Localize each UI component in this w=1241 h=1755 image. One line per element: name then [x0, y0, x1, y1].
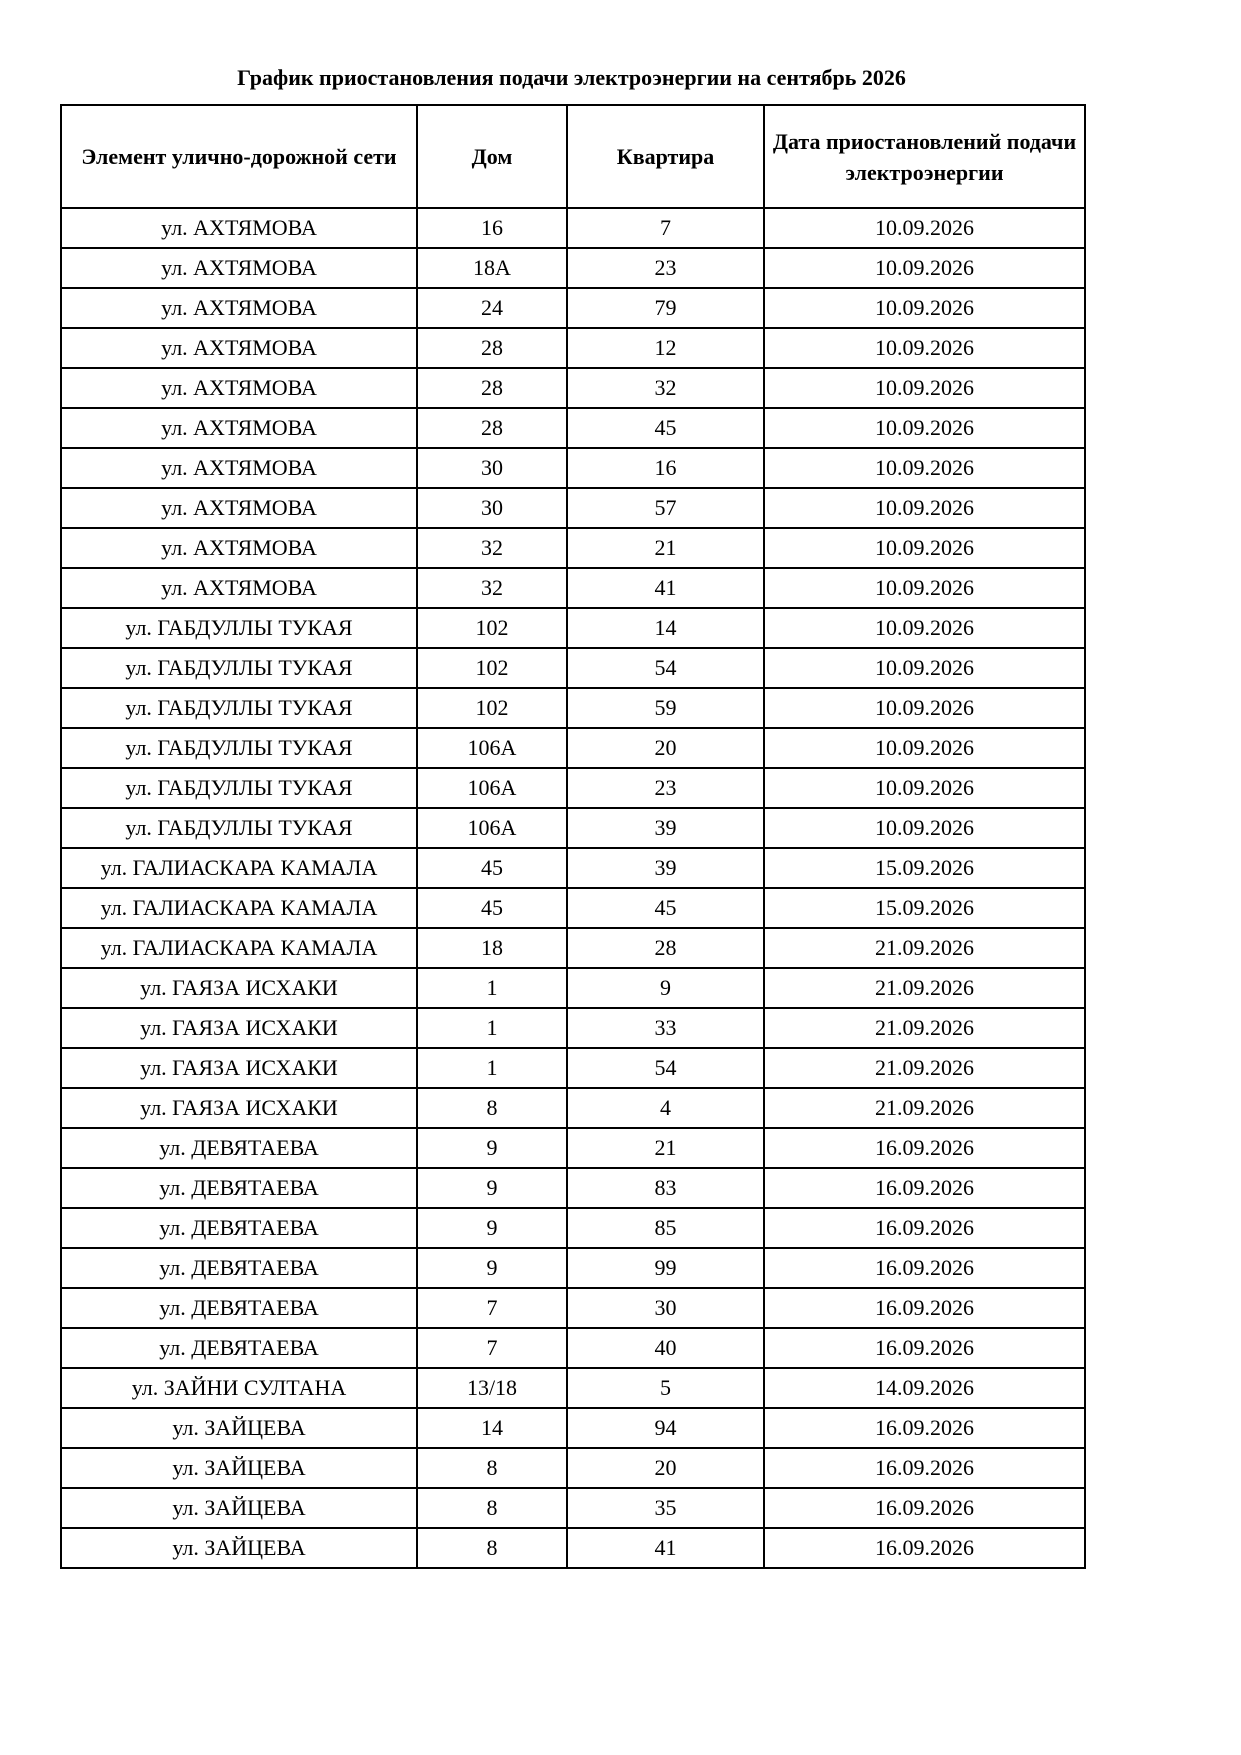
- cell-date: 10.09.2026: [764, 568, 1085, 608]
- cell-date: 10.09.2026: [764, 328, 1085, 368]
- cell-house: 18А: [417, 248, 567, 288]
- table-row: [61, 1088, 1085, 1128]
- cell-street: ул. ДЕВЯТАЕВА: [61, 1288, 417, 1328]
- cell-house: 18: [417, 928, 567, 968]
- cell-date: 14.09.2026: [764, 1368, 1085, 1408]
- cell-flat: 30: [567, 1288, 764, 1328]
- cell-street: ул. ГАБДУЛЛЫ ТУКАЯ: [61, 608, 417, 648]
- cell-date: 16.09.2026: [764, 1448, 1085, 1488]
- cell-house: 13/18: [417, 1368, 567, 1408]
- cell-street: ул. ГАЛИАСКАРА КАМАЛА: [61, 888, 417, 928]
- cell-date: 21.09.2026: [764, 928, 1085, 968]
- cell-date: 10.09.2026: [764, 248, 1085, 288]
- header-street: Элемент улично-дорожной сети: [61, 105, 417, 208]
- table-row: [61, 968, 1085, 1008]
- cell-street: ул. ГАЛИАСКАРА КАМАЛА: [61, 848, 417, 888]
- cell-house: 106А: [417, 808, 567, 848]
- cell-date: 10.09.2026: [764, 408, 1085, 448]
- cell-house: 9: [417, 1168, 567, 1208]
- cell-street: ул. АХТЯМОВА: [61, 288, 417, 328]
- table-row: [61, 768, 1085, 808]
- table-row: [61, 248, 1085, 288]
- cell-house: 1: [417, 968, 567, 1008]
- cell-street: ул. ГАЯЗА ИСХАКИ: [61, 968, 417, 1008]
- table-row: [61, 208, 1085, 248]
- table-row: [61, 928, 1085, 968]
- cell-date: 16.09.2026: [764, 1248, 1085, 1288]
- cell-house: 7: [417, 1328, 567, 1368]
- cell-date: 16.09.2026: [764, 1208, 1085, 1248]
- cell-date: 10.09.2026: [764, 648, 1085, 688]
- cell-flat: 54: [567, 648, 764, 688]
- cell-house: 30: [417, 448, 567, 488]
- cell-flat: 41: [567, 1528, 764, 1568]
- cell-street: ул. ГАБДУЛЛЫ ТУКАЯ: [61, 648, 417, 688]
- table-row: [61, 728, 1085, 768]
- cell-flat: 85: [567, 1208, 764, 1248]
- cell-flat: 7: [567, 208, 764, 248]
- cell-house: 45: [417, 848, 567, 888]
- cell-flat: 94: [567, 1408, 764, 1448]
- cell-street: ул. ГАЯЗА ИСХАКИ: [61, 1088, 417, 1128]
- table-row: [61, 1208, 1085, 1248]
- cell-date: 16.09.2026: [764, 1128, 1085, 1168]
- cell-street: ул. ДЕВЯТАЕВА: [61, 1168, 417, 1208]
- cell-flat: 21: [567, 1128, 764, 1168]
- table-row: [61, 1288, 1085, 1328]
- cell-date: 21.09.2026: [764, 1008, 1085, 1048]
- cell-house: 8: [417, 1088, 567, 1128]
- cell-flat: 20: [567, 1448, 764, 1488]
- table-body: [61, 208, 1085, 1568]
- table-row: [61, 1408, 1085, 1448]
- cell-street: ул. ЗАЙЦЕВА: [61, 1448, 417, 1488]
- cell-flat: 45: [567, 888, 764, 928]
- cell-flat: 54: [567, 1048, 764, 1088]
- cell-street: ул. АХТЯМОВА: [61, 448, 417, 488]
- table-row: [61, 1528, 1085, 1568]
- cell-house: 1: [417, 1048, 567, 1088]
- cell-flat: 83: [567, 1168, 764, 1208]
- cell-street: ул. ДЕВЯТАЕВА: [61, 1208, 417, 1248]
- cell-house: 30: [417, 488, 567, 528]
- cell-date: 10.09.2026: [764, 808, 1085, 848]
- cell-date: 15.09.2026: [764, 888, 1085, 928]
- cell-house: 9: [417, 1248, 567, 1288]
- cell-flat: 32: [567, 368, 764, 408]
- cell-flat: 35: [567, 1488, 764, 1528]
- cell-street: ул. ДЕВЯТАЕВА: [61, 1128, 417, 1168]
- cell-street: ул. АХТЯМОВА: [61, 248, 417, 288]
- cell-house: 9: [417, 1128, 567, 1168]
- cell-street: ул. АХТЯМОВА: [61, 488, 417, 528]
- cell-street: ул. ГАЛИАСКАРА КАМАЛА: [61, 928, 417, 968]
- cell-flat: 57: [567, 488, 764, 528]
- cell-date: 21.09.2026: [764, 968, 1085, 1008]
- cell-street: ул. ЗАЙЦЕВА: [61, 1408, 417, 1448]
- cell-street: ул. АХТЯМОВА: [61, 208, 417, 248]
- cell-date: 16.09.2026: [764, 1288, 1085, 1328]
- cell-flat: 20: [567, 728, 764, 768]
- cell-date: 10.09.2026: [764, 488, 1085, 528]
- table-row: [61, 568, 1085, 608]
- cell-date: 10.09.2026: [764, 528, 1085, 568]
- cell-date: 10.09.2026: [764, 768, 1085, 808]
- cell-street: ул. ЗАЙЦЕВА: [61, 1528, 417, 1568]
- cell-flat: 14: [567, 608, 764, 648]
- table-row: [61, 528, 1085, 568]
- cell-date: 10.09.2026: [764, 728, 1085, 768]
- cell-flat: 41: [567, 568, 764, 608]
- cell-date: 10.09.2026: [764, 688, 1085, 728]
- cell-street: ул. АХТЯМОВА: [61, 408, 417, 448]
- cell-house: 9: [417, 1208, 567, 1248]
- cell-flat: 45: [567, 408, 764, 448]
- table-row: [61, 408, 1085, 448]
- cell-date: 10.09.2026: [764, 288, 1085, 328]
- cell-flat: 21: [567, 528, 764, 568]
- cell-street: ул. ГАБДУЛЛЫ ТУКАЯ: [61, 728, 417, 768]
- table-row: [61, 1488, 1085, 1528]
- cell-date: 10.09.2026: [764, 448, 1085, 488]
- cell-house: 32: [417, 568, 567, 608]
- cell-flat: 16: [567, 448, 764, 488]
- table-row: [61, 288, 1085, 328]
- table-row: [61, 1048, 1085, 1088]
- cell-flat: 4: [567, 1088, 764, 1128]
- table-row: [61, 808, 1085, 848]
- cell-house: 28: [417, 328, 567, 368]
- cell-flat: 59: [567, 688, 764, 728]
- cell-street: ул. ЗАЙНИ СУЛТАНА: [61, 1368, 417, 1408]
- cell-house: 28: [417, 368, 567, 408]
- cell-flat: 39: [567, 848, 764, 888]
- cell-date: 15.09.2026: [764, 848, 1085, 888]
- table-row: [61, 1368, 1085, 1408]
- table-row: [61, 1168, 1085, 1208]
- table-row: [61, 648, 1085, 688]
- cell-date: 10.09.2026: [764, 608, 1085, 648]
- cell-date: 10.09.2026: [764, 208, 1085, 248]
- cell-street: ул. ГАБДУЛЛЫ ТУКАЯ: [61, 768, 417, 808]
- table-row: [61, 1248, 1085, 1288]
- header-row: [61, 105, 1085, 208]
- cell-street: ул. ГАБДУЛЛЫ ТУКАЯ: [61, 688, 417, 728]
- table-row: [61, 608, 1085, 648]
- cell-flat: 39: [567, 808, 764, 848]
- cell-street: ул. АХТЯМОВА: [61, 528, 417, 568]
- cell-house: 106А: [417, 728, 567, 768]
- cell-date: 16.09.2026: [764, 1488, 1085, 1528]
- cell-house: 8: [417, 1448, 567, 1488]
- cell-street: ул. АХТЯМОВА: [61, 568, 417, 608]
- cell-house: 24: [417, 288, 567, 328]
- table-row: [61, 488, 1085, 528]
- header-house: Дом: [417, 105, 567, 208]
- cell-house: 106А: [417, 768, 567, 808]
- cell-house: 102: [417, 648, 567, 688]
- cell-street: ул. АХТЯМОВА: [61, 328, 417, 368]
- table-row: [61, 848, 1085, 888]
- cell-street: ул. ГАЯЗА ИСХАКИ: [61, 1048, 417, 1088]
- table-row: [61, 1008, 1085, 1048]
- cell-street: ул. ДЕВЯТАЕВА: [61, 1328, 417, 1368]
- cell-house: 102: [417, 608, 567, 648]
- cell-house: 1: [417, 1008, 567, 1048]
- cell-house: 16: [417, 208, 567, 248]
- cell-flat: 40: [567, 1328, 764, 1368]
- cell-house: 102: [417, 688, 567, 728]
- cell-flat: 28: [567, 928, 764, 968]
- cell-house: 28: [417, 408, 567, 448]
- cell-house: 8: [417, 1488, 567, 1528]
- cell-flat: 23: [567, 768, 764, 808]
- cell-street: ул. ГАБДУЛЛЫ ТУКАЯ: [61, 808, 417, 848]
- cell-street: ул. ДЕВЯТАЕВА: [61, 1248, 417, 1288]
- cell-date: 21.09.2026: [764, 1088, 1085, 1128]
- outage-schedule-table: [60, 104, 1086, 1569]
- table-row: [61, 1448, 1085, 1488]
- table-row: [61, 328, 1085, 368]
- header-date: Дата приостановлений подачи электроэнергии: [764, 105, 1085, 208]
- cell-flat: 99: [567, 1248, 764, 1288]
- table-row: [61, 1328, 1085, 1368]
- cell-flat: 23: [567, 248, 764, 288]
- cell-flat: 79: [567, 288, 764, 328]
- cell-date: 10.09.2026: [764, 368, 1085, 408]
- table-header: [61, 105, 1085, 208]
- cell-street: ул. АХТЯМОВА: [61, 368, 417, 408]
- cell-date: 16.09.2026: [764, 1408, 1085, 1448]
- cell-street: ул. ГАЯЗА ИСХАКИ: [61, 1008, 417, 1048]
- cell-flat: 33: [567, 1008, 764, 1048]
- page-title: График приостановления подачи электроэнергии на сентябрь 2026: [237, 65, 906, 90]
- cell-date: 16.09.2026: [764, 1528, 1085, 1568]
- cell-flat: 12: [567, 328, 764, 368]
- cell-house: 45: [417, 888, 567, 928]
- table-row: [61, 368, 1085, 408]
- cell-date: 16.09.2026: [764, 1168, 1085, 1208]
- cell-street: ул. ЗАЙЦЕВА: [61, 1488, 417, 1528]
- cell-house: 14: [417, 1408, 567, 1448]
- cell-house: 32: [417, 528, 567, 568]
- table-row: [61, 448, 1085, 488]
- table-row: [61, 1128, 1085, 1168]
- cell-house: 8: [417, 1528, 567, 1568]
- cell-flat: 9: [567, 968, 764, 1008]
- cell-flat: 5: [567, 1368, 764, 1408]
- cell-date: 21.09.2026: [764, 1048, 1085, 1088]
- header-flat: Квартира: [567, 105, 764, 208]
- table-row: [61, 888, 1085, 928]
- cell-date: 16.09.2026: [764, 1328, 1085, 1368]
- table-row: [61, 688, 1085, 728]
- cell-house: 7: [417, 1288, 567, 1328]
